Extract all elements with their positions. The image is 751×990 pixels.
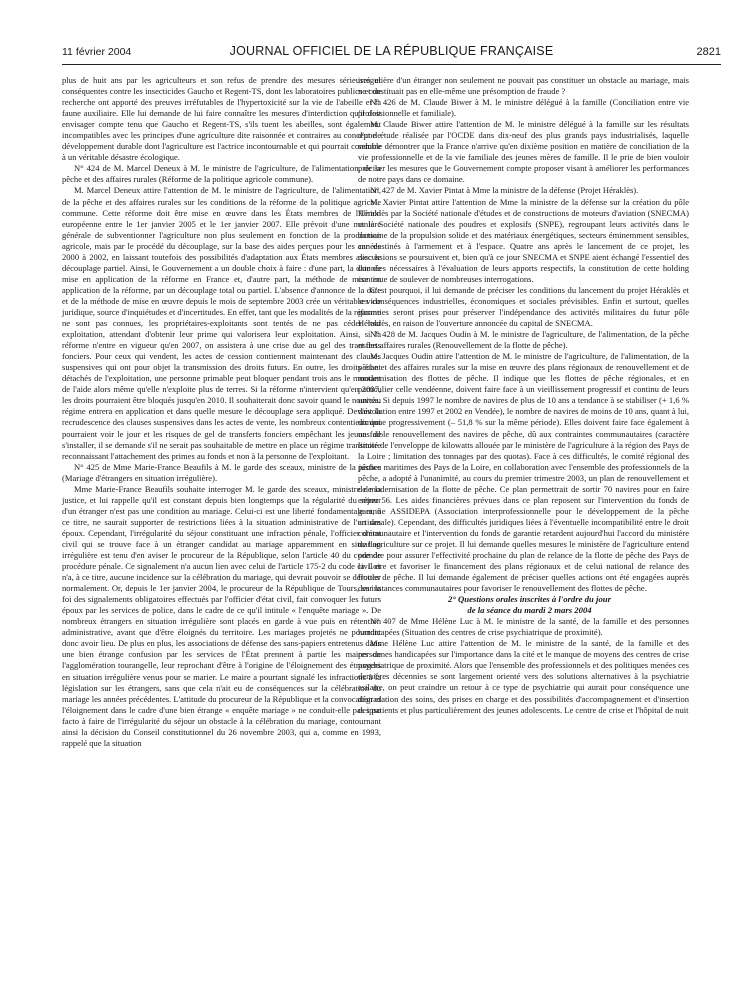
question-heading: N° 426 de M. Claude Biwer à M. le ministre délégué à la famille (Conciliation entre vie professionnelle et familiale). bbox=[358, 97, 689, 119]
header-page-number: 2821 bbox=[696, 46, 721, 58]
continued-paragraph: plus de huit ans par les agriculteurs et son refus de prendre des mesures sérieuses et conséquentes contre les insecticides Gaucho et Regent-TS, dont les laboratoires publics et de recherche ont apporté des preuves irréfutables de l'hypertoxicité sur la vie de l'abeille et la faune auxiliaire. Elle lui demande de lui faire connaître les mesures d'interdiction qu'il doit envisager compte tenu que Gaucho et Regent-TS, s'ils tuent les abeilles, sont également incompatibles avec les principes d'une agriculture dite raisonnée et contraires au concept de développement durable dont l'agriculture est l'actrice incontournable et qui pourrait conduire à un véritable désastre écologique. bbox=[62, 75, 381, 163]
section-heading-line: 2° Questions orales inscrites à l'ordre du jour bbox=[447, 594, 611, 605]
header-date: 11 février 2004 bbox=[62, 46, 132, 58]
left-column bbox=[62, 75, 381, 749]
question-text: M. Xavier Pintat attire l'attention de Mme la ministre de la défense sur la création du pôle Héraklès par la Société nationale d'études et de constructions de moteurs d'aviation (SNECMA) et la Société nationale des poudres et explosifs (SNPE), regroupant leurs activités dans le domaine de la propulsion solide et des matériaux énergétiques, secteurs éminemment sensibles, car destinés à l'armement et à l'espace. Quatre ans après le lancement de ce projet, les discussions se poursuivent et, bien qu'à ce jour SNECMA et SNPE aient échangé l'essentiel des données nécessaires à l'évaluation de leurs apports respectifs, la constitution de cette holding continue de soulever de nombreuses interrogations. bbox=[358, 196, 689, 284]
question-heading: N° 425 de Mme Marie-France Beaufils à M. le garde des sceaux, ministre de la justice (Mariage d'étrangers en situation irrégulière). bbox=[62, 461, 381, 483]
page-header bbox=[62, 44, 721, 60]
question-text: Mme Marie-France Beaufils souhaite interroger M. le garde des sceaux, ministre de la justice, et lui rappelle qu'il est constant depuis bien longtemps que la régularité du séjour d'un étranger n'est pas une condition au mariage. Celui-ci est une liberté fondamentale et, à ce titre, ne saurait supporter de restrictions liées à la situation administrative de l'un des époux. Cependant, l'irrégularité du séjour constituant une infraction pénale, l'officier d'état civil qui se trouve face à un étranger candidat au mariage apparemment en situation irrégulière est tenu d'en aviser le procureur de la République, selon l'article 40 du code de procédure pénale. Ce signalement n'a aucun lien avec celui de l'article 175-2 du code civil et n'a, à ce titre, aucune incidence sur la célébration du mariage, qui devrait pouvoir se dérouler normalement. Or, depuis le 1er janvier 2004, le procureur de la République de Tours, sur la foi des signalements obligatoires effectués par l'officier d'état civil, fait convoquer les futurs époux par les services de police, dans le cadre de ce qu'il intitule « l'enquête mariage ». De nombreux étrangers en situation irrégulière sont placés en garde à vue puis en rétention administrative, avant que d'être éloignés du territoire. Les mariages projetés ne pourront donc avoir lieu. De plus en plus, les associations de défense des sans-papiers entretenus dans une bien étrange confusion par les services de l'État prennent à partie les maires de l'agglomération tourangelle, leur reprochant d'être à l'origine de l'éloignement des étrangers en situation irrégulière venus pour se marier. Le maire a pourtant signalé les infractions à la législation sur les étrangers, sans que cela n'ait eu de conséquences sur la célébration du mariage les années précédentes. L'attitude du procureur de la République et la convocation et l'éloignement dans le cadre d'une bien étrange « enquête mariage » ne conduit-elle pas ipso facto à faire de l'irrégularité du séjour un obstacle à la célébration du mariage, contournant ainsi la décision du Conseil constitutionnel du 26 novembre 2003, qui a, comme en 1993, rappelé que la situation bbox=[62, 483, 381, 748]
question-heading: N° 424 de M. Marcel Deneux à M. le ministre de l'agriculture, de l'alimentation, de la pêche et des affaires rurales (Réforme de la politique agricole commune). bbox=[62, 163, 381, 185]
question-text: M. Claude Biwer attire l'attention de M. le ministre délégué à la famille sur les résultats d'une étude réalisée par l'OCDE dans dix-neuf des plus grands pays industrialisés, laquelle semble démontrer que la France n'arrive qu'en dixième position en matière de conciliation de la vie professionnelle et de la vie familiale des jeunes mères de famille. Il le prie de bien vouloir préciser les mesures que le Gouvernement compte proposer visant à améliorer les performances de notre pays dans ce domaine. bbox=[358, 119, 689, 185]
header-rule bbox=[62, 64, 721, 65]
question-text: M. Jacques Oudin attire l'attention de M. le ministre de l'agriculture, de l'alimentation, de la pêche et des affaires rurales sur la mise en œuvre des plans régionaux de renouvellement et de modernisation des flottes de pêche. Il indique que les flottes de pêche régionales, et en particulier celle vendéenne, doivent faire face à un vieillissement progressif et continu de leurs unités. Si depuis 1997 le nombre de navires de plus de 10 ans a tendance à se stabiliser (+ 1,6 % d'évolution entre 1997 et 2002 en Vendée), le nombre de navires de moins de 10 ans, quant à lui, diminue progressivement (– 51,8 % sur la même période). Elles doivent faire face également à un faible renouvellement des navires de pêche, dû aux contraintes communautaires (caractère limité de l'enveloppe de kilowatts allouée par le ministère de l'agriculture à la région des Pays de la Loire ; limitation des tonnages par des quotas). Face à ces difficultés, le comité régional des pêches maritimes des Pays de la Loire, en collaboration avec l'ensemble des professionnels de la pêche, a adopté à l'unanimité, au cours du premier trimestre 2003, un plan de renouvellement et de modernisation de la flotte de pêche. Ce plan permettrait de sortir 70 navires pour en faire entrer 56. Les aides financières prévues dans ce plan reposent sur l'intervention du fonds de garantie ASSIDEPA (Association interprofessionnelle pour le développement de la pêche artisanale). Cependant, des difficultés juridiques liées à l'éventuelle incompatibilité entre le droit communautaire et l'intervention du fonds de garantie retardent aujourd'hui l'accord du ministère de l'agriculture sur ce projet. Il lui demande quelles mesures le ministère de l'agriculture entend prendre pour assurer l'effectivité prochaine du plan de relance de la flotte de pêche des Pays de la Loire et favoriser le financement des plans régionaux et de celui national de relance des flottes de pêche. Il lui demande également de préciser quelles actions ont été engagées auprès des instances communautaires pour favoriser le renouvellement des flottes de pêche. bbox=[358, 351, 689, 594]
question-heading: N° 427 de M. Xavier Pintat à Mme la ministre de la défense (Projet Héraklès). bbox=[370, 185, 639, 196]
question-heading: N° 407 de Mme Hélène Luc à M. le ministre de la santé, de la famille et des personnes handicapées (Situation des centres de crise psychiatrique de proximité). bbox=[358, 616, 689, 638]
section-heading bbox=[358, 594, 689, 616]
section-heading-line: de la séance du mardi 2 mars 2004 bbox=[467, 605, 592, 616]
question-text: C'est pourquoi, il lui demande de préciser les conditions du lancement du projet Héraklès et ses conséquences industrielles, économiques et sociales prévisibles. Enfin et surtout, quelles garanties seront prises pour préserver l'indépendance des activités militaires du futur pôle Héraklès, en raison de l'ouverture annoncée du capital de SNECMA. bbox=[358, 284, 689, 329]
question-text: M. Marcel Deneux attire l'attention de M. le ministre de l'agriculture, de l'alimentation, de la pêche et des affaires rurales sur les conditions de la réforme de la politique agricole commune. Cette réforme doit être mise en œuvre dans les États membres de l'Union européenne entre le 1er janvier 2005 et le 1er janvier 2007. Elle prévoit d'une manière générale de subventionner l'agriculture non plus seulement en fonction de la production agricole, mais par le procédé du découplage, sur la base des aides perçues pour les années 2000 à 2002, en laissant toutefois des possibilités d'adaptation aux États membres avec le découplage partiel. Ainsi, le Gouvernement a un double choix à faire : d'une part, la date de mise en application de la réforme en France et, d'autre part, la méthode de mise en application de la réforme, par un découplage total ou partiel. L'absence d'annonce de la date et de la méthode de mise en œuvre depuis le mois de septembre 2003 crée un véritable vide juridique, source d'inquiétudes et d'incertitudes. En effet, tant que les modalités de la réforme ne sont pas connues, les propriétaires-exploitants sont tentés de ne pas céder leur exploitation, attendant d'obtenir leur prime qui valorisera leur exploitation. Ainsi, si la réforme n'entre en vigueur qu'en 2007, on assistera à une crise due au gel des transferts fonciers. Pour ceux qui vendent, les actes de cession contiennent maintenant des clauses suspensives qui ont pour objet la transmission des droits futurs. En outre, les droits étant détachés de l'exploitation, une personne primable peut bloquer pendant trois ans le montant de l'aide alors même qu'elle n'exploite plus de terres. Si la réforme n'intervient qu'en 2007, les droits pourraient être bloqués jusqu'en 2010. Il souhaiterait donc savoir quand le nouveau régime entrera en application et dans quelle mesure le découplage sera appliqué. Devant la recrudescence des clauses suspensives dans les actes de vente, les nombreux contentieux qui pourraient voir le jour et les risques de gel de transferts fonciers empêchant les jeunes de s'installer, il se demande s'il ne serait pas souhaitable de mettre en place un régime transitoire reconnaissant l'attachement des primes au fonds et non à la personne de l'exploitant. bbox=[62, 185, 381, 461]
right-column bbox=[358, 75, 689, 716]
header-title: JOURNAL OFFICIEL DE LA RÉPUBLIQUE FRANÇAISE bbox=[229, 44, 554, 58]
question-heading: N° 428 de M. Jacques Oudin à M. le ministre de l'agriculture, de l'alimentation, de la pêche et des affaires rurales (Renouvellement de la flotte de pêche). bbox=[358, 329, 689, 351]
question-text: Mme Hélène Luc attire l'attention de M. le ministre de la santé, de la famille et des personnes handicapées sur l'importance dans la cité et le manque de moyens des centres de crise psychiatrique de proximité. Alors que l'ensemble des professionnels et des politiques menées ces dernières décennies se sont largement orienté vers des solutions alternatives à la psychiatrie asilaire, on peut craindre un retour à ce type de psychiatrie qui aurait pour conséquence une dégradation des soins, des prises en charge et des possibilités d'accompagnement et d'insertion des patients et plus particulièrement des jeunes adolescents. Le centre de crise et l'hôpital de nuit bbox=[358, 638, 689, 715]
continued-paragraph: irrégulière d'un étranger non seulement ne pouvait pas constituer un obstacle au mariage, mais ne constituait pas en elle-même une présomption de fraude ? bbox=[358, 75, 689, 97]
